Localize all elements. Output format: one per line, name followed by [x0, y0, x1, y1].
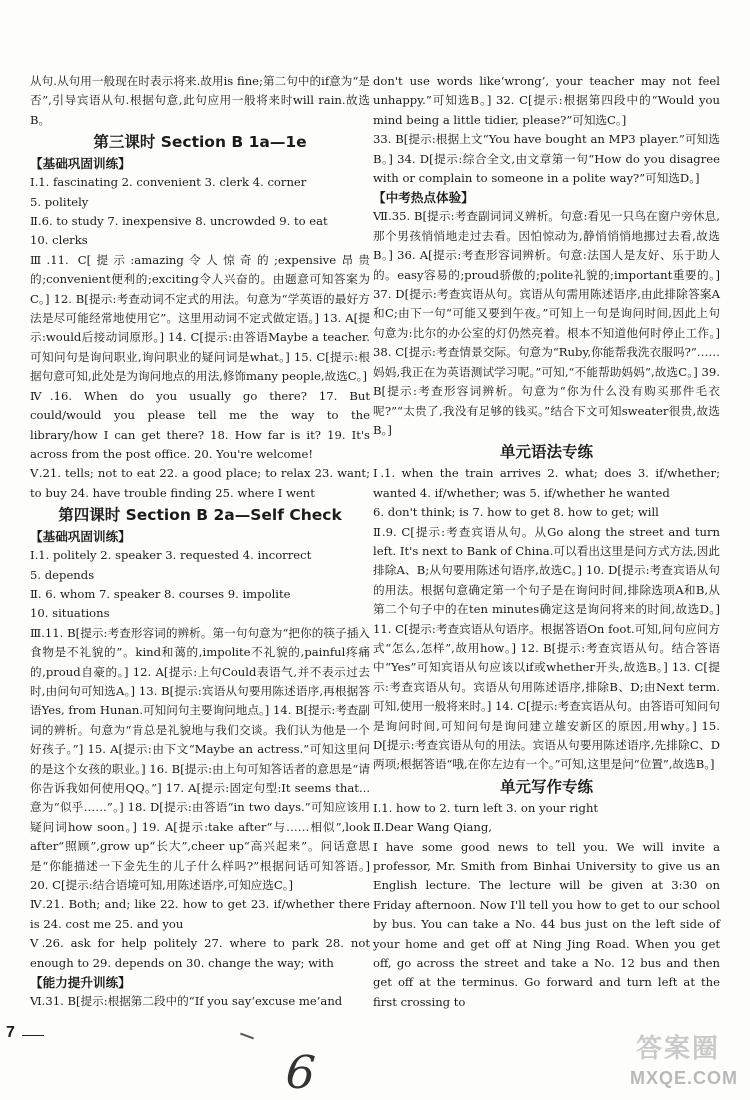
- answer-paragraph: 6. don't think; is 7. how to get 8. how to get; will: [373, 505, 659, 520]
- answer-paragraph: Ⅰ.1. fascinating 2. convenient 3. clerk 4. corner: [30, 175, 307, 190]
- answer-paragraph: Ⅶ.35. B[提示:考查副词词义辨析。句意:看见一只鸟在窗户旁休息,那个男孩悄悄地走过去看。因怕惊动为,静悄悄悄地挪过去看,故选B。] 36. A[提示:考查形容词辨析。句意:法国人是友好、乐于助人的。easy容易的;proud骄傲的;polite礼貌的;important重要的。] 37. D[提示:考查宾语从句。宾语从句需用陈述语序,由此排除答案A和C;由下一句“可能又要到午夜。”可知上一句是询问时间,因此上句句意为:比尔的办公室的灯仍然亮着。根本不知道他何时停止工作。] 38. C[提示:考查情景交际。句意为“Ruby,你能帮我洗衣服吗?”……妈妈,我正在为英语测试学习呢。”可知,“不能帮助妈妈”,故选C。] 39. B[提示:考查形容词辨析。句意为“你为什么没有购买那件毛衣呢?”“太贵了,我没有足够的钱买。”结合下文可知sweater很贵,故选B。]: [373, 209, 720, 437]
- section-heading: 第三课时 Section B 1a—1e: [93, 133, 307, 152]
- answer-paragraph: Ⅴ.21. tells; not to eat 22. a good place; to relax 23. want; to buy 24. have trouble finding 25. where I went: [30, 466, 370, 500]
- section-heading: 单元写作专练: [499, 777, 593, 796]
- answer-paragraph: Ⅵ.31. B[提示:根据第二段中的“If you say‘excuse me’and: [30, 994, 343, 1009]
- answer-paragraph: Ⅱ.9. C[提示:考查宾语从句。从Go along the street and turn left. It's next to Bank of China.可以看出这里是问方式方法,因此排除A、B;从句要用陈述句语序,故选C。] 10. D[提示:考查宾语从句的用法。根据句意确定第一个句子是在询问时间,排除选项A和B,从第二个句子中的在ten minutes确定这是询问将来的时间,故选D。] 11. C[提示:考查宾语从句语序。根据答语On foot.可知,问句应问方式“怎么,怎样”,故用how。] 12. B[提示:考查宾语从句。结合答语中“Yes”可知宾语从句应该以if或whether开头,故选B。] 13. C[提示:考查宾语从句。宾语从句用陈述语序,排除B、D;由Next term.可知,使用一般将来时。] 14. C[提示:考查宾语从句。由答语可知问句是询问时间,可知问句是询问建立雄安新区的原因,用why。] 15. D[提示:考查宾语从句的用法。宾语从句要用陈述语序,先排除C、D两项;根据答语“哦,在你左边有一个。”可知,这里是问“位置”,故选B。]: [373, 524, 720, 772]
- answer-paragraph: Ⅱ. 6. whom 7. speaker 8. courses 9. impolite: [30, 586, 291, 601]
- section-heading: 单元语法专练: [499, 443, 593, 462]
- answer-paragraph: Ⅰ.1. politely 2. speaker 3. requested 4. incorrect: [30, 548, 312, 563]
- answer-paragraph: Ⅱ.6. to study 7. inexpensive 8. uncrowded 9. to eat: [30, 214, 328, 229]
- answer-paragraph: 从句.从句用一般现在时表示将来.故用is fine;第二句中的if意为“是否”,引导宾语从句.根据句意,此句应用一般将来时will rain.故选B。: [30, 74, 370, 127]
- answer-paragraph: Ⅴ.26. ask for help politely 27. where to park 28. not enough to 29. depends on 30. change the way; with: [30, 936, 370, 970]
- watermark-cn: 答案圈: [635, 1034, 720, 1064]
- answer-paragraph: don't use words like‘wrong’, your teacher may not feel unhappy.”可知选B。] 32. C[提示:根据第四段中的“Would you mind being a little tidier, please?”可知选C。]: [373, 74, 720, 127]
- answer-paragraph: Ⅳ.16. When do you usually go there? 17. But could/would you please tell me the way to the library/how I can get there? 18. How far is it? 19. It's across from the post office. 20. You're welcome!: [30, 388, 370, 461]
- subsection-heading: 【基础巩固训练】: [30, 156, 131, 172]
- answer-paragraph: 10. situations: [30, 606, 110, 621]
- answer-paragraph: 5. depends: [30, 567, 95, 582]
- answer-paragraph: I have some good news to tell you. We will invite a professor, Mr. Smith from Binhai University to give us an English lecture. The lecture will be given at 3:30 on Friday afternoon. Now I'll tell you how to get to our school by bus. You can take a No. 44 bus just on the left side of your home and get off at Ning Jing Road. When you get off, go across the street and take a No. 12 bus and then get off at the terminus. Go forward and turn left at the first crossing to: [373, 839, 720, 1009]
- answer-paragraph: Ⅰ.1. when the train arrives 2. what; does 3. if/whether; wanted 4. if/whether; was 5. if/whether he wanted: [373, 466, 720, 500]
- section-heading: 第四课时 Section B 2a—Self Check: [58, 506, 342, 525]
- answer-paragraph: 5. politely: [30, 194, 89, 209]
- answer-paragraph: Ⅰ.1. how to 2. turn left 3. on your right: [373, 800, 599, 815]
- left-column: [30, 72, 370, 1011]
- answer-paragraph: Ⅳ.21. Both; and; like 22. how to get 23. if/whether there is 24. cost me 25. and you: [30, 897, 370, 931]
- page-number: 7: [6, 1024, 15, 1041]
- answer-paragraph: Ⅱ.Dear Wang Qiang,: [373, 820, 492, 835]
- answer-paragraph: Ⅲ.11. C[提示:amazing令人惊奇的;expensive昂贵的;convenient便利的;exciting令人兴奋的。由题意可知答案为C。] 12. B[提示:考查动词不定式的用法。句意为“学英语的最好方法是尽可能经常地使用它”。这里用动词不定式做定语。] 13. A[提示:would后接动词原形。] 14. C[提示:由答语Maybe a teacher.可知问句是询问职业,询问职业的疑问词是what。] 15. C[提示:根据句意可知,此处是为询问地点的用法,修饰many people,故选C。]: [30, 252, 370, 384]
- answer-paragraph: 33. B[提示:根据上文“You have bought an MP3 player.”可知选B。] 34. D[提示:综合全文,由文章第一句“How do you disagree with or complain to someone in a polite way?”可知选D。]: [373, 132, 720, 186]
- answer-paragraph: Ⅲ.11. B[提示:考查形容词的辨析。第一句句意为“把你的筷子插入食物是不礼貌的”。kind和蔼的,impolite不礼貌的,painful疼痛的,proud自豪的。] 12. A[提示:上句Could表语气,并不表示过去时,由问句可知选A。] 13. B[提示:宾语从句要用陈述语序,再根据答语Yes, from Hunan.可知问句主要询问地点。] 14. B[提示:考查副词的辨析。句意为“肯总是礼貌地与我们交谈。我们认为他是一个好孩子。”] 15. A[提示:由下文“Maybe an actress.”可知这里问的是这个女孩的职业。] 16. B[提示:由上句可知答话者的意思是“请你告诉我如何使用QQ。”] 17. A[提示:固定句型:It seems that...意为“似乎……”。] 18. D[提示:由答语“in two days.”可知应该用疑问词how soon。] 19. A[提示:take after“与……相似”,look after“照顾”,grow up“长大”,cheer up“高兴起来”。问话意思是“你能描述一下金先生的儿子什么样吗?”根据问话可知答语。] 20. C[提示:结合语境可知,用陈述语序,可知应选C。]: [30, 625, 371, 893]
- page-number-rule: [22, 1035, 44, 1036]
- handwritten-mark: 6: [284, 1044, 318, 1100]
- subsection-heading: 【能力提升训练】: [30, 975, 131, 991]
- right-column: [373, 72, 720, 1012]
- subsection-heading: 【基础巩固训练】: [30, 529, 131, 545]
- answer-paragraph: 10. clerks: [30, 233, 88, 248]
- pen-stroke: [240, 1033, 254, 1040]
- subsection-heading: 【中考热点体验】: [373, 190, 474, 206]
- watermark-en: MXQE.COM: [629, 1068, 738, 1088]
